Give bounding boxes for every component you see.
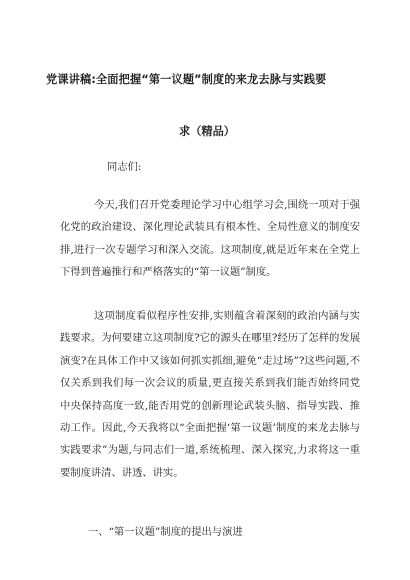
document-title-line-2: 求（精品）: [179, 125, 235, 138]
salutation: 同志们:: [107, 161, 142, 173]
paragraph-intro: 今天,我们召开党委理论学习中心组学习会,围绕一项对于强化党的政治建设、深化理论武装具有根本性、全局性意义的制度安排,进行一次专题学习和深入交流。这项制度,就是近年来在全党上下得到普遍推行和严格落实的“第一议题”制度。: [60, 199, 360, 279]
paragraph-purpose: 这项制度看似程序性安排,实则蕴含着深刻的政治内涵与实践要求。为何要建立这项制度?它的源头在哪里?经历了怎样的发展演变?在具体工作中又该如何抓实抓细,避免“走过场”?这些问题,不仅关系到我们每一次会议的质量,更直接关系到我们能否始终同党中央保持高度一致,能否用党的创新理论武装头脑、指导实践、推动工作。因此,今天我将以“全面把握‘第一议题’制度的来龙去脉与实践要求”为题,与同志们一道,系统梳理、深入探究,力求将这一重要制度讲清、讲透、讲实。: [60, 310, 360, 479]
section-heading: 一、“第一议题”制度的提出与演进: [88, 526, 243, 538]
document-title-line-1: 党课讲稿:全面把握“第一议题”制度的来龙去脉与实践要: [46, 73, 327, 86]
